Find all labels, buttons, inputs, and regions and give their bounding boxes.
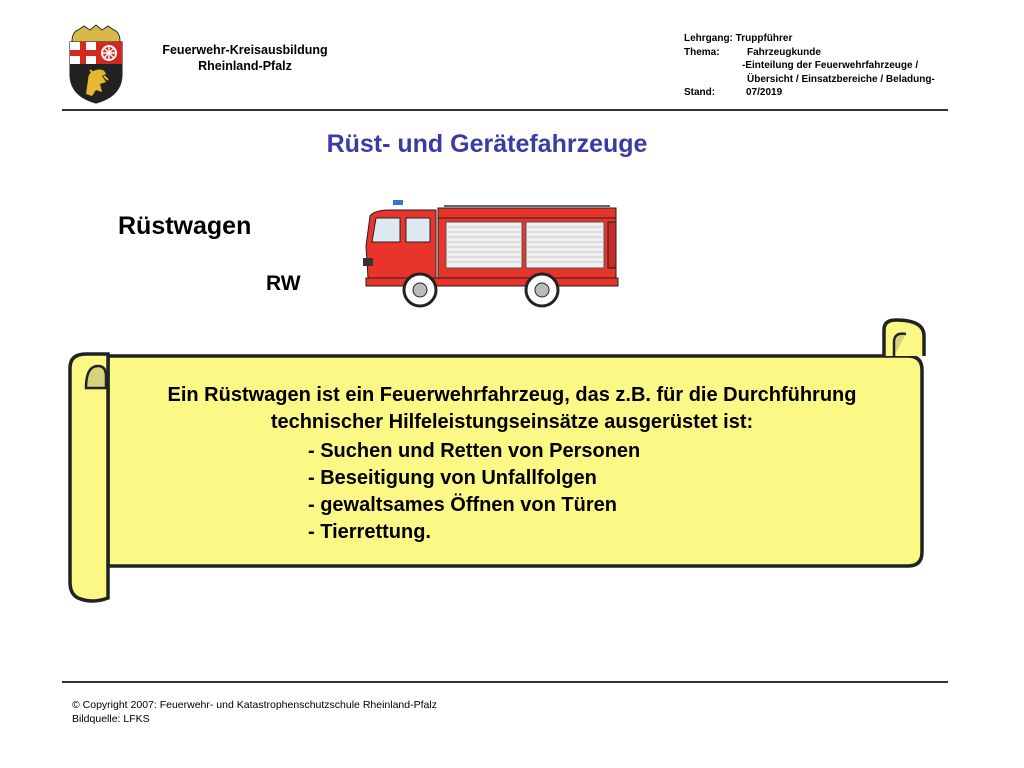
topic-detail-2: Übersicht / Einsatzbereiche / Beladung- [747, 73, 935, 85]
vehicle-name: Rüstwagen [118, 212, 252, 240]
list-item: - Tierrettung. [308, 521, 431, 543]
list-item: - Suchen und Retten von Personen [308, 440, 641, 462]
list-item: - gewaltsames Öffnen von Türen [308, 494, 617, 516]
topic-line [684, 46, 935, 60]
date-value: 07/2019 [746, 87, 783, 98]
topic-line-2 [684, 59, 935, 73]
list-item: - Beseitigung von Unfallfolgen [308, 467, 597, 489]
rhineland-palatinate-coat-of-arms-icon [66, 24, 126, 104]
task-list [112, 438, 912, 546]
footer-divider [62, 681, 948, 683]
vehicle-abbreviation: RW [266, 272, 301, 295]
topic-line-3 [684, 73, 935, 87]
org-line-2: Rheinland-Pfalz [198, 59, 292, 73]
course-text: Lehrgang: Truppführer [684, 33, 793, 44]
intro-text: Ein Rüstwagen ist ein Feuerwehrfahrzeug, das z.B. für die Durchführung technischer Hilfeleistungseinsätze ausgerüstet ist: [167, 384, 857, 433]
fire-truck-illustration [360, 196, 632, 314]
date-label: Stand: [684, 87, 716, 98]
copyright-text: © Copyright 2007: Feuerwehr- und Katastrophenschutzschule Rheinland-Pfalz [72, 699, 437, 711]
course-meta [684, 32, 935, 100]
image-source-text: Bildquelle: LFKS [72, 713, 150, 725]
footer [72, 698, 437, 726]
scroll-text [112, 382, 912, 546]
header-divider [62, 109, 948, 111]
topic-label: Thema: [684, 46, 720, 58]
date-line [684, 86, 935, 100]
topic-detail-1: -Einteilung der Feuerwehrfahrzeuge / [742, 60, 919, 71]
topic-value: Fahrzeugkunde [747, 46, 821, 58]
page-title: Rüst- und Gerätefahrzeuge [326, 130, 648, 158]
course-line [684, 32, 935, 46]
org-line-1: Feuerwehr-Kreisausbildung [162, 43, 328, 57]
organization-name [140, 42, 350, 74]
